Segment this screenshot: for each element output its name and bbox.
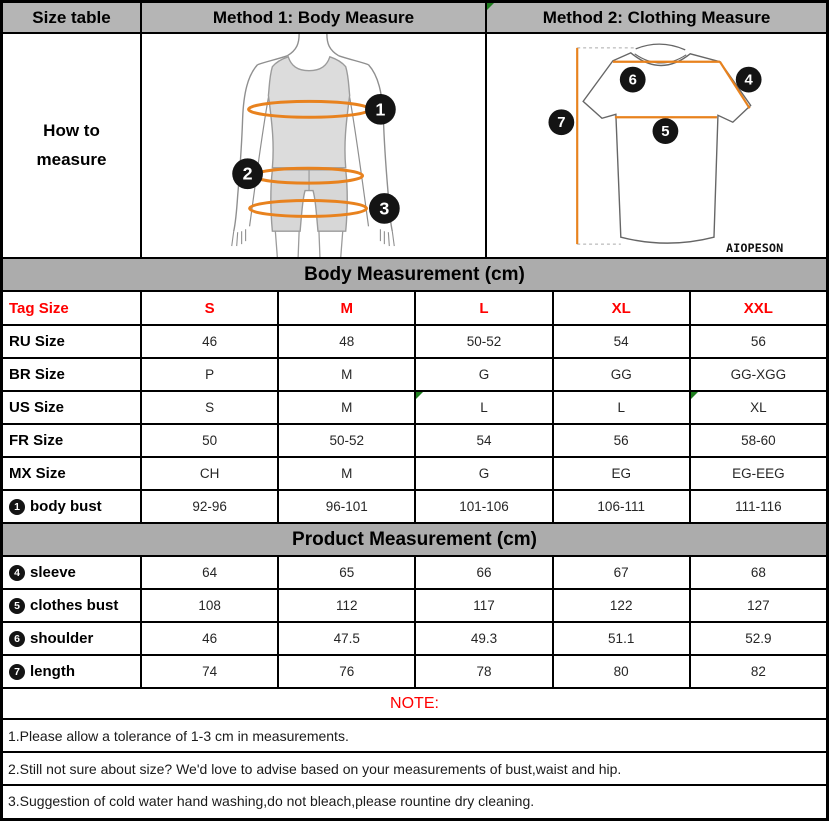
table-row-sleeve <box>3 555 826 588</box>
cell-value: 80 <box>552 656 689 687</box>
row-label <box>3 557 140 588</box>
row-label-text: length <box>30 663 75 680</box>
body-marker-3 <box>369 193 400 224</box>
row-label: BR Size <box>9 366 65 383</box>
svg-text:6: 6 <box>628 72 637 89</box>
cell-value: 66 <box>414 557 551 588</box>
cell-value: 108 <box>140 590 277 621</box>
size-table-header: Size table <box>32 7 111 27</box>
product-measurement-title: Product Measurement (cm) <box>292 528 537 550</box>
shirt-marker-4 <box>736 67 762 93</box>
method1-header: Method 1: Body Measure <box>140 3 485 32</box>
tag-size-s: S <box>140 292 277 324</box>
tag-size-xl: XL <box>552 292 689 324</box>
body-marker-2 <box>232 158 263 189</box>
body-measurement-title: Body Measurement (cm) <box>304 263 525 285</box>
tag-size-xxl: XXL <box>689 292 826 324</box>
cell-value: G <box>414 359 551 390</box>
cell-value: M <box>277 392 414 423</box>
row-label: FR Size <box>9 432 64 449</box>
cell-value: 52.9 <box>689 623 826 654</box>
row-label <box>3 590 140 621</box>
shirt-marker-6 <box>620 67 646 93</box>
cell-value: 65 <box>277 557 414 588</box>
shirt-marker-5 <box>653 118 679 144</box>
cell-value: 54 <box>414 425 551 456</box>
cell-value: 46 <box>140 623 277 654</box>
svg-text:1: 1 <box>375 99 386 120</box>
body-figure-illustration <box>142 34 485 257</box>
row-label-text: clothes bust <box>30 597 119 614</box>
excel-corner-marker <box>691 392 698 399</box>
cell-value <box>689 392 826 423</box>
circled-number-4: 4 <box>9 565 25 581</box>
circled-number-7: 7 <box>9 664 25 680</box>
note-row-3 <box>3 784 826 816</box>
cell-value: 68 <box>689 557 826 588</box>
body-measurement-section <box>3 257 826 290</box>
note-row-1 <box>3 718 826 751</box>
svg-text:7: 7 <box>557 115 566 132</box>
cell-value: 127 <box>689 590 826 621</box>
table-row-us-size <box>3 390 826 423</box>
cell-value: 78 <box>414 656 551 687</box>
body-marker-1 <box>365 94 396 125</box>
cell-value: 46 <box>140 326 277 357</box>
cell-value: 76 <box>277 656 414 687</box>
tag-size-label: Tag Size <box>9 299 69 317</box>
cell-value: 50-52 <box>414 326 551 357</box>
note-text-3: 3.Suggestion of cold water hand washing,do not bleach,please rountine dry cleaning. <box>8 793 535 809</box>
row-label <box>3 656 140 687</box>
cell-value: M <box>277 359 414 390</box>
cell-value: 58-60 <box>689 425 826 456</box>
table-row-length <box>3 654 826 687</box>
cell-value: 112 <box>277 590 414 621</box>
cell-value: 117 <box>414 590 551 621</box>
method2-header <box>485 3 826 32</box>
row-label: MX Size <box>9 465 66 482</box>
clothing-measure-figure <box>485 34 826 257</box>
row-label <box>3 623 140 654</box>
cell-value-text: XL <box>750 400 767 415</box>
svg-text:5: 5 <box>661 124 670 141</box>
note-title: NOTE: <box>390 694 439 712</box>
note-row-2 <box>3 751 826 784</box>
cell-value-text: L <box>480 400 488 415</box>
product-measurement-section <box>3 522 826 555</box>
cell-value: CH <box>140 458 277 489</box>
cell-value: S <box>140 392 277 423</box>
tag-size-row <box>3 290 826 324</box>
cell-value: 54 <box>552 326 689 357</box>
how-to-measure-label: How to measure <box>36 121 107 169</box>
how-to-measure-row <box>3 32 826 257</box>
circled-number-6: 6 <box>9 631 25 647</box>
cell-value: EG-EEG <box>689 458 826 489</box>
cell-value: 47.5 <box>277 623 414 654</box>
note-header-row <box>3 687 826 718</box>
cell-value: 51.1 <box>552 623 689 654</box>
brand-text: AIOPESON <box>726 241 784 256</box>
shirt-marker-7 <box>548 109 574 135</box>
cell-value <box>414 392 551 423</box>
note-text-1: 1.Please allow a tolerance of 1-3 cm in measurements. <box>8 727 349 744</box>
cell-value: 50-52 <box>277 425 414 456</box>
cell-value: 92-96 <box>140 491 277 522</box>
circled-number-5: 5 <box>9 598 25 614</box>
tshirt-illustration <box>487 34 826 257</box>
cell-value: 49.3 <box>414 623 551 654</box>
row-label <box>3 491 140 522</box>
svg-text:4: 4 <box>744 72 753 89</box>
excel-corner-marker <box>487 3 494 10</box>
cell-value: 67 <box>552 557 689 588</box>
excel-corner-marker <box>416 392 423 399</box>
svg-text:3: 3 <box>379 198 390 219</box>
cell-value: EG <box>552 458 689 489</box>
top-header-row <box>3 3 826 32</box>
cell-value: 74 <box>140 656 277 687</box>
svg-text:2: 2 <box>242 163 253 184</box>
cell-value: GG <box>552 359 689 390</box>
row-label: RU Size <box>9 333 65 350</box>
cell-value: 106-111 <box>552 491 689 522</box>
cell-value: G <box>414 458 551 489</box>
cell-value: 111-116 <box>689 491 826 522</box>
method2-header-label: Method 2: Clothing Measure <box>542 7 771 27</box>
cell-value: L <box>552 392 689 423</box>
row-label-text: body bust <box>30 498 102 515</box>
circled-number-1: 1 <box>9 499 25 515</box>
tag-size-l: L <box>414 292 551 324</box>
cell-value: 101-106 <box>414 491 551 522</box>
table-row-br-size <box>3 357 826 390</box>
tag-size-m: M <box>277 292 414 324</box>
note-text-2: 2.Still not sure about size? We'd love to advise based on your measurements of bust,waist and hip. <box>8 760 622 777</box>
table-row-fr-size <box>3 423 826 456</box>
table-row-ru-size <box>3 324 826 357</box>
table-row-mx-size <box>3 456 826 489</box>
cell-value: 64 <box>140 557 277 588</box>
table-row-shoulder <box>3 621 826 654</box>
cell-value: 96-101 <box>277 491 414 522</box>
body-measure-figure <box>140 34 485 257</box>
row-label: US Size <box>9 399 65 416</box>
table-row-clothes-bust <box>3 588 826 621</box>
cell-value: 82 <box>689 656 826 687</box>
cell-value: 56 <box>689 326 826 357</box>
cell-value: 56 <box>552 425 689 456</box>
cell-value: GG-XGG <box>689 359 826 390</box>
cell-value: 122 <box>552 590 689 621</box>
row-label-text: shoulder <box>30 630 94 647</box>
cell-value: 50 <box>140 425 277 456</box>
cell-value: 48 <box>277 326 414 357</box>
cell-value: M <box>277 458 414 489</box>
row-label-text: sleeve <box>30 564 76 581</box>
cell-value: P <box>140 359 277 390</box>
table-row-body-bust <box>3 489 826 522</box>
